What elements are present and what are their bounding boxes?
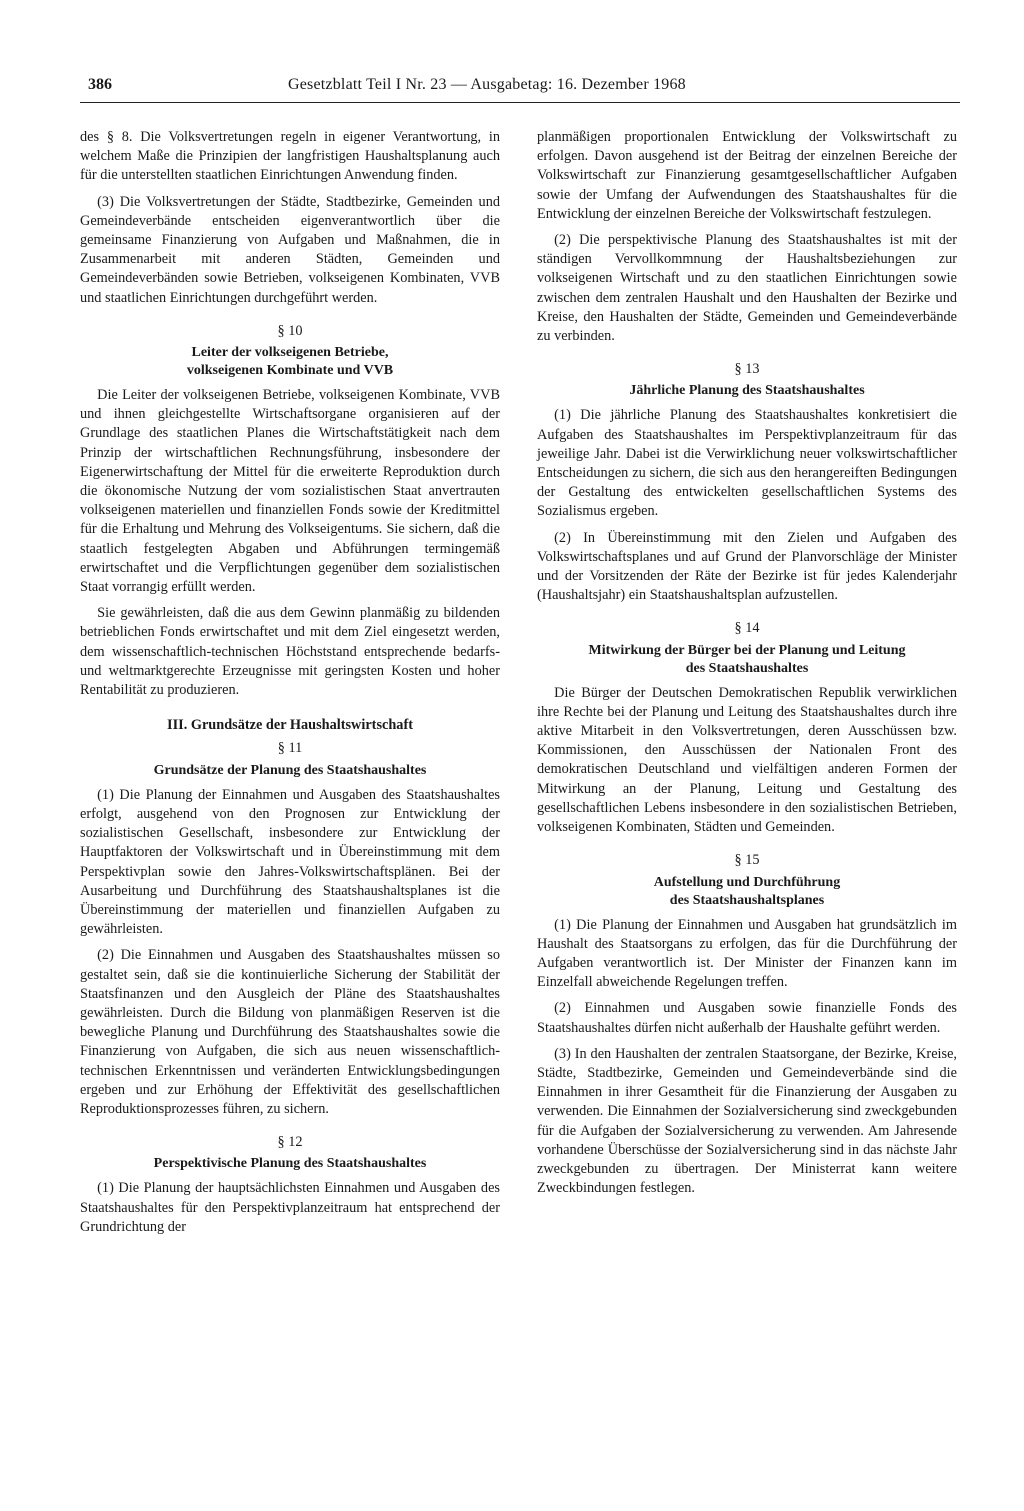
section-heading: Jährliche Planung des Staatshaushaltes (629, 383, 865, 399)
paragraph: (1) Die Planung der hauptsächlichsten Einnahmen und Ausgaben des Staatshaushaltes für den Perspektivplanzeitraum hat entsprechend der Grundrichtung der (80, 1180, 500, 1235)
paragraph: (1) Die jährliche Planung des Staatshaushaltes konkretisiert die Aufgaben des Staatshaushaltes im Perspektivplanzeitraum für das jeweilige Jahr. Dabei ist die Verwirklichung neuer volkswirtschaftlicher Entscheidungen zu sichern, die sich aus den herangereiften Bedingungen der Gestaltung des entwickelten gesellschaftlichen Systems des Sozialismus ergeben. (537, 407, 957, 520)
paragraph: Die Bürger der Deutschen Demokratischen Republik verwirklichen ihre Rechte bei der Planung und Leitung des Staatshaushaltes durch ihre aktive Mitarbeit in den Volksvertretungen, deren Ausschüssen bzw. Kommissionen, den Ausschüssen der Nationalen Front des demokratischen Deutschland und vielfältigen anderen Formen der Mitwirkung an der Planung, Leitung und Gestaltung des gesellschaftlichen Lebens insbesondere in den sozialistischen Betrieben, volkseigenen Kombinaten, Städten und Gemeinden. (537, 684, 957, 836)
chapter-title: III. Grundsätze der Haushaltswirtschaft (167, 717, 413, 734)
left-column (80, 128, 500, 1244)
section-heading-line: Mitwirkung der Bürger bei der Planung und Leitung (588, 642, 906, 658)
section-heading-line: des Staatshaushaltsplanes (669, 892, 825, 908)
page-number: 386 (88, 76, 112, 93)
section-number: § 13 (734, 361, 760, 378)
running-title: Gesetzblatt Teil I Nr. 23 — Ausgabetag: 16. Dezember 1968 (288, 76, 686, 93)
paragraph: des § 8. Die Volksvertretungen regeln in eigener Verantwortung, in welchem Maße die Prinzipien der langfristigen Haushaltsplanung auch für die unterstellten staatlichen Einrichtungen Anwendung finden. (80, 129, 500, 184)
section-number: § 11 (277, 740, 303, 757)
paragraph: (1) Die Planung der Einnahmen und Ausgaben hat grundsätzlich im Haushalt des Staatsorgans zu erfolgen, das für die Durchführung der Aufgaben verantwortlich ist. Der Minister der Finanzen kann im Einzelfall abweichende Regelungen treffen. (537, 916, 957, 991)
section-number: § 15 (734, 852, 760, 869)
section-heading-line: Leiter der volkseigenen Betriebe, (191, 345, 389, 361)
section-heading-line: Aufstellung und Durchführung (653, 874, 841, 890)
paragraph: (3) Die Volksvertretungen der Städte, Stadtbezirke, Gemeinden und Gemeindeverbände entscheiden eigenverantwortlich über die gemeinsame Finanzierung von Aufgaben und Maßnahmen, die in Zusammenarbeit mit anderen Städten, Gemeinden und Gemeindeverbänden sowie Betrieben, volkseigenen Kombinaten, VVB und staatlichen Einrichtungen durchgeführt werden. (80, 193, 500, 306)
paragraph: planmäßigen proportionalen Entwicklung der Volkswirtschaft zu erfolgen. Davon ausgehend ist der Beitrag der einzelnen Bereiche der Volkswirtschaft zur Finanzierung gesamtgesellschaftlicher Aufgaben sowie der Umfang der Aufwendungen des Staatshaushaltes für die Entwicklung der einzelnen Bereiche der Volkswirtschaft festzulegen. (537, 129, 957, 222)
section-heading: Perspektivische Planung des Staatshaushaltes (153, 1156, 427, 1172)
paragraph: (1) Die Planung der Einnahmen und Ausgaben des Staatshaushaltes erfolgt, ausgehend von den Prognosen zur Entwicklung der sozialistischen Gesellschaft, insbesondere zur Entwicklung der Hauptfaktoren der Volkswirtschaft und in Übereinstimmung mit dem Perspektivplan sowie den Jahres-Volkswirtschaftsplänen. Bei der Ausarbeitung und Durchführung des Staatshaushaltsplanes ist die Übereinstimmung der materiellen und finanziellen Aufgaben zu gewährleisten. (80, 786, 500, 938)
section-heading: Grundsätze der Planung des Staatshaushaltes (153, 762, 427, 778)
section-number: § 14 (734, 620, 760, 637)
page-header (80, 74, 960, 104)
section-heading (537, 642, 957, 678)
paragraph: (2) Die Einnahmen und Ausgaben des Staatshaushaltes müssen so gestaltet sein, daß sie die kontinuierliche Sicherung der Stabilität der Staatsfinanzen und den Ausgleich der Pläne des Staatshaushaltes gewährleisten. Durch die Bildung von planmäßigen Reserven ist die bewegliche Planung und Durchführung des Staatshaushaltes sowie die Finanzierung von Aufgaben, die sich aus neuen wissenschaftlich-technischen Erkenntnissen und veränderten Entwicklungsbedingungen ergeben und zur Erhöhung der Effektivität des gesellschaftlichen Reproduktionsprozesses führen, zu sichern. (80, 947, 500, 1117)
paragraph: (3) In den Haushalten der zentralen Staatsorgane, der Bezirke, Kreise, Städte, Stadtbezirke, Gemeinden und Gemeindeverbände sind die Einnahmen in ihrer Gesamtheit für die Finanzierung der Ausgaben zu verwenden. Die Einnahmen der Sozialversicherung sind zweckgebunden für die Aufgaben der Sozialversicherung zu verwenden. Am Jahresende vorhandene Überschüsse der Sozialversicherung sind in das nächste Jahr zweckgebunden zu übertragen. Der Ministerrat kann weitere Zweckbindungen festlegen. (537, 1045, 957, 1197)
paragraph: Sie gewährleisten, daß die aus dem Gewinn planmäßig zu bildenden betrieblichen Fonds erwirtschaftet und mit dem Ziel eingesetzt werden, dem wissenschaftlich-technischen Höchststand entsprechende bedarfs- und weltmarktgerechte Erzeugnisse mit geringsten Kosten und hoher Rentabilität zu produzieren. (80, 605, 500, 699)
section-heading (80, 344, 500, 380)
section-heading-line: des Staatshaushaltes (685, 660, 809, 676)
paragraph: Die Leiter der volkseigenen Betriebe, volkseigenen Kombinate, VVB und ihnen gleichgestellte Wirtschaftsorgane organisieren auf der Grundlage des staatlichen Planes die Wirtschaftstätigkeit nach dem Prinzip der wirtschaftlichen Rechnungsführung, insbesondere der Eigenerwirtschaftung der Mittel für die erweiterte Reproduktion durch die ökonomische Nutzung der vom sozialistischen Staat anvertrauten volkseigenen materiellen und finanziellen Fonds sowie der Kreditmittel für die Erhaltung und Mehrung des Volkseigentums. Sie sichern, daß die staatlich festgelegten Abgaben und Abführungen termingemäß erwirtschaftet und die Verpflichtungen gegenüber dem sozialistischen Staat vorrangig erfüllt werden. (80, 387, 500, 596)
paragraph: (2) In Übereinstimmung mit den Zielen und Aufgaben des Volkswirtschaftsplanes und auf Grund der Planvorschläge der Minister und der Vorsitzenden der Räte der Bezirke ist für jedes Kalenderjahr (Haushaltsjahr) ein Staatshaushaltsplan aufzustellen. (537, 529, 957, 604)
right-column (537, 128, 957, 1205)
section-heading-line: volkseigenen Kombinate und VVB (186, 363, 394, 379)
header-rule (80, 102, 960, 103)
paragraph: (2) Die perspektivische Planung des Staatshaushaltes ist mit der ständigen Vervollkommnung der Haushaltsbeziehungen zur volkseigenen Wirtschaft und zu den staatlichen Einrichtungen sowie zwischen dem zentralen Haushalt und den Haushalten der Bezirke und Kreise, den Haushalten der Städte, Gemeinden und Gemeindeverbände zu verbinden. (537, 232, 957, 345)
section-heading (537, 874, 957, 910)
section-number: § 10 (277, 322, 303, 339)
section-number: § 12 (277, 1134, 303, 1151)
paragraph: (2) Einnahmen und Ausgaben sowie finanzielle Fonds des Staatshaushaltes dürfen nicht außerhalb der Haushalte geführt werden. (537, 1000, 957, 1036)
